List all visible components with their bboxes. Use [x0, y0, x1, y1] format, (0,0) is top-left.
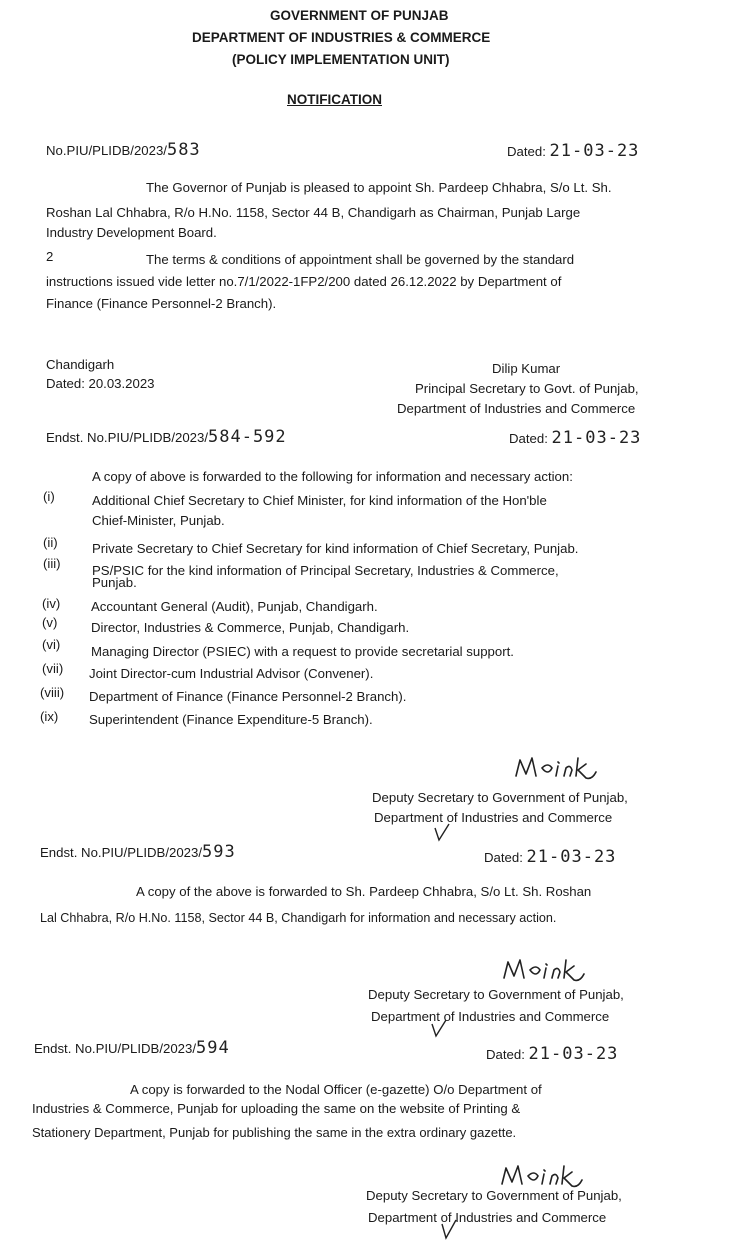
para1-line3: Industry Development Board. — [46, 225, 217, 240]
header-line-1: GOVERNMENT OF PUNJAB — [270, 8, 449, 23]
signature-tick-1 — [433, 822, 453, 844]
list-item-number: (vi) — [42, 637, 61, 652]
endst3-sign-line1: Deputy Secretary to Government of Punjab, — [366, 1188, 622, 1203]
endst2-sign-line2: Department of Industries and Commerce — [371, 1009, 610, 1024]
place-dated: Dated: 20.03.2023 — [46, 376, 155, 391]
endst3-date-label: Dated: — [486, 1047, 525, 1062]
endst1-date-handwritten: 21-03-23 — [551, 428, 642, 448]
signature-1 — [512, 752, 602, 786]
para2-number: 2 — [46, 249, 54, 264]
endst1-sign-line2: Department of Industries and Commerce — [374, 810, 613, 825]
list-item-number: (iii) — [43, 556, 61, 571]
signatory-department: Department of Industries and Commerce — [397, 401, 636, 416]
endst2-date-handwritten: 21-03-23 — [526, 847, 617, 867]
list-item: PS/PSIC for the kind information of Principal Secretary, Industries & Commerce, — [92, 563, 559, 578]
endst2-number-prefix: Endst. No.PIU/PLIDB/2023/ — [40, 845, 202, 860]
endst3-line2: Industries & Commerce, Punjab for uploading the same on the website of Printing & — [32, 1101, 521, 1116]
notification-number-prefix: No.PIU/PLIDB/2023/ — [46, 143, 167, 158]
endst1-number — [46, 427, 287, 447]
endst2-number — [40, 842, 236, 862]
notification-date-handwritten: 21-03-23 — [549, 141, 640, 161]
notification-number — [46, 140, 201, 160]
endst3-sign-line2: Department of Industries and Commerce — [368, 1210, 607, 1225]
header-line-2: DEPARTMENT OF INDUSTRIES & COMMERCE — [192, 30, 491, 45]
list-item: Additional Chief Secretary to Chief Minister, for kind information of the Hon'ble — [92, 493, 547, 508]
para2-line1: The terms & conditions of appointment shall be governed by the standard — [146, 252, 575, 267]
list-item-number: (viii) — [40, 685, 65, 700]
notification-number-handwritten: 583 — [166, 140, 201, 160]
place: Chandigarh — [46, 357, 115, 372]
list-item-continued: Chief-Minister, Punjab. — [92, 513, 225, 528]
list-item-continued: Punjab. — [92, 575, 137, 590]
endst1-number-prefix: Endst. No.PIU/PLIDB/2023/ — [46, 430, 208, 445]
list-item: Department of Finance (Finance Personnel-2 Branch). — [89, 689, 407, 704]
list-item: Accountant General (Audit), Punjab, Chandigarh. — [91, 599, 378, 614]
notification-date-label: Dated: — [507, 144, 546, 159]
endst1-date — [509, 428, 641, 448]
list-item: Managing Director (PSIEC) with a request to provide secretarial support. — [91, 644, 514, 659]
list-item-number: (ix) — [40, 709, 59, 724]
list-item-number: (vii) — [42, 661, 64, 676]
list-item: Private Secretary to Chief Secretary for kind information of Chief Secretary, Punjab. — [92, 541, 579, 556]
list-item: Director, Industries & Commerce, Punjab, Chandigarh. — [91, 620, 410, 635]
endst1-date-label: Dated: — [509, 431, 548, 446]
signature-tick-3 — [440, 1218, 460, 1242]
para2-line2: instructions issued vide letter no.7/1/2022-1FP2/200 dated 26.12.2022 by Department of — [46, 274, 562, 289]
list-item: Joint Director-cum Industrial Advisor (Convener). — [89, 666, 374, 681]
endst2-date-label: Dated: — [484, 850, 523, 865]
endst3-number-prefix: Endst. No.PIU/PLIDB/2023/ — [34, 1041, 196, 1056]
signatory-name: Dilip Kumar — [492, 361, 561, 376]
header-line-3: (POLICY IMPLEMENTATION UNIT) — [232, 52, 450, 67]
endst3-line1: A copy is forwarded to the Nodal Officer (e-gazette) O/o Department of — [130, 1082, 542, 1097]
endst1-number-handwritten: 584-592 — [208, 427, 287, 447]
list-item-number: (v) — [42, 615, 58, 630]
para2-line3: Finance (Finance Personnel-2 Branch). — [46, 296, 277, 311]
signature-2 — [500, 954, 590, 988]
endst3-number — [34, 1038, 230, 1058]
para1-line1: The Governor of Punjab is pleased to appoint Sh. Pardeep Chhabra, S/o Lt. Sh. — [146, 180, 612, 195]
endst3-date — [486, 1044, 618, 1064]
list-item-number: (ii) — [43, 535, 58, 550]
notification-date — [507, 141, 639, 161]
endst2-number-handwritten: 593 — [202, 842, 236, 862]
notification-title: NOTIFICATION — [287, 92, 382, 107]
signatory-designation: Principal Secretary to Govt. of Punjab, — [415, 381, 639, 396]
endst2-line2: Lal Chhabra, R/o H.No. 1158, Sector 44 B, Chandigarh for information and necessary action. — [40, 911, 557, 925]
endst2-line1: A copy of the above is forwarded to Sh. Pardeep Chhabra, S/o Lt. Sh. Roshan — [136, 884, 592, 899]
endst1-intro: A copy of above is forwarded to the following for information and necessary action: — [92, 469, 573, 484]
para1-line2: Roshan Lal Chhabra, R/o H.No. 1158, Sector 44 B, Chandigarh as Chairman, Punjab Large — [46, 205, 581, 220]
signature-tick-2 — [430, 1018, 450, 1040]
endst3-date-handwritten: 21-03-23 — [528, 1044, 619, 1064]
list-item-number: (i) — [43, 489, 55, 504]
endst2-sign-line1: Deputy Secretary to Government of Punjab, — [368, 987, 624, 1002]
list-item: Superintendent (Finance Expenditure-5 Branch). — [89, 712, 373, 727]
endst3-number-handwritten: 594 — [196, 1038, 230, 1058]
endst1-sign-line1: Deputy Secretary to Government of Punjab, — [372, 790, 628, 805]
endst2-date — [484, 847, 616, 867]
list-item-number: (iv) — [42, 596, 61, 611]
endst3-line3: Stationery Department, Punjab for publishing the same in the extra ordinary gazette. — [32, 1125, 517, 1140]
